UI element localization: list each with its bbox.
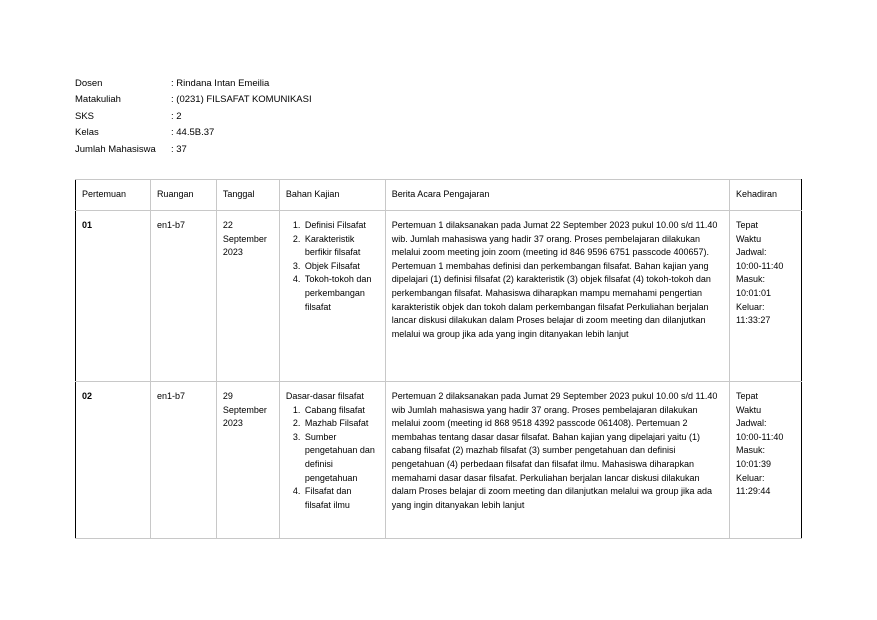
tanggal-day: 22 (222, 220, 233, 230)
cell-tanggal (216, 211, 279, 382)
tanggal-month: September (222, 233, 267, 244)
topic-list (286, 404, 379, 513)
kehadiran-line: Masuk: (736, 445, 766, 456)
topic-item: 2. Mazhab Filsafat (303, 417, 379, 431)
kehadiran-line: Tepat (736, 391, 759, 401)
info-row-kelas (75, 125, 312, 141)
cell-bahan-kajian (279, 211, 385, 382)
topic-item: 1. Cabang filsafat (303, 404, 379, 418)
tanggal-year: 2023 (222, 418, 243, 429)
header-bahan-kajian: Bahan Kajian (279, 180, 385, 211)
cell-kehadiran (730, 382, 802, 539)
info-label: Kelas (75, 127, 99, 139)
kehadiran-line: 11:29:44 (736, 486, 771, 497)
kehadiran-line: 10:00-11:40 (736, 260, 784, 271)
cell-bahan-kajian (279, 382, 385, 539)
header-berita-acara: Berita Acara Pengajaran (385, 180, 729, 211)
topic-item: 4. Tokoh-tokoh dan perkembangan filsafat (303, 273, 379, 314)
kehadiran-line: Masuk: (736, 274, 766, 285)
header-tanggal: Tanggal (216, 180, 279, 211)
topic-intro: Dasar-dasar filsafat (285, 391, 364, 401)
kehadiran-line: Waktu (736, 404, 762, 415)
kehadiran-line: 11:33:27 (736, 315, 771, 326)
cell-berita-acara: Pertemuan 2 dilaksanakan pada Jumat 29 September 2023 pukul 10.00 s/d 11.40 wib Jumlah mahasiswa yang hadir 37 orang. Proses pembelajaran dilakukan melalui zoom (meeting id 868 9518 4392 passcode 061408). Pertemuan 2 membahas tentang dasar dasar filsafat. Bahan kajian yang dipelajari yaitu (1) cabang filsafat (2) mazhab filsafat (3) sumber pengetahuan dan definisi pengetahuan (4) perbedaan filsafat dan filsafat ilmu. Mahasiswa diharapkan memahami dasar dasar filsafat. Perkuliahan berjalan lancar diskusi dilakukan dalam Proses belajar di zoom meeting dan dilanjutkan melalui wa group jika ada yang ingin ditanyakan lebih lanjut (385, 382, 729, 539)
cell-kehadiran (730, 211, 802, 382)
topic-item: 2. Karakteristik berfikir filsafat (303, 233, 379, 260)
header-ruangan: Ruangan (150, 180, 216, 211)
info-label: Jumlah Mahasiswa (75, 143, 156, 155)
kehadiran-line: Waktu (736, 233, 762, 244)
info-row-matakuliah (75, 92, 312, 108)
info-value: : 44.5B.37 (171, 127, 215, 139)
course-info (75, 76, 312, 158)
topic-item: 1. Definisi Filsafat (303, 219, 379, 233)
cell-tanggal (216, 382, 279, 539)
kehadiran-line: Tepat (736, 220, 759, 230)
info-row-dosen (75, 76, 312, 92)
tanggal-day: 29 (222, 391, 233, 401)
kehadiran-line: Keluar: (736, 472, 765, 483)
header-pertemuan: Pertemuan (76, 180, 151, 211)
kehadiran-line: Jadwal: (736, 247, 767, 258)
info-value: : 2 (171, 110, 182, 122)
topic-item: 3. Objek Filsafat (303, 260, 379, 274)
table-row (76, 382, 802, 539)
topic-item: 4. Filsafat dan filsafat ilmu (303, 485, 379, 512)
info-value: : Rindana Intan Emeilia (171, 78, 270, 89)
topic-list (286, 219, 379, 314)
kehadiran-line: Jadwal: (736, 418, 767, 429)
cell-berita-acara: Pertemuan 1 dilaksanakan pada Jumat 22 September 2023 pukul 10.00 s/d 11.40 wib. Jumlah mahasiswa yang hadir 37 orang. Proses pembelajaran dilakukan melalui zoom meeting join zoom (meeting id 846 9596 6751 passcode 400657). Pertemuan 1 membahas definisi dan perkembangan filsafat. Bahan kajian yang dipelajari (1) definisi filsafat (2) karakteristik (3) objek filsafat (4) tokoh-tokoh dan perkembangan filsafat. Mahasiswa diharapkan mampu memahami pengertian karakteristik objek dan tokoh dalam perkembangan filsafat Perkuliahan berjalan lancar diskusi dilakukan dalam Proses belajar di zoom meeting dan dilanjutkan melalui wa group jika ada yang ingin ditanyakan lebih lanjut (385, 211, 729, 382)
info-row-sks (75, 109, 312, 125)
info-row-jumlah-mahasiswa (75, 142, 312, 158)
topic-item: 3. Sumber pengetahuan dan definisi pengetahuan (303, 431, 379, 485)
info-label: Matakuliah (75, 94, 121, 106)
cell-pertemuan: 01 (76, 211, 151, 382)
info-value: : 37 (171, 143, 187, 155)
cell-ruangan: en1-b7 (150, 382, 216, 539)
info-label: SKS (75, 110, 95, 122)
kehadiran-line: 10:01:39 (736, 458, 772, 469)
tanggal-year: 2023 (222, 247, 243, 258)
table-row (76, 211, 802, 382)
kehadiran-line: 10:01:01 (736, 287, 772, 298)
kehadiran-line: 10:00-11:40 (736, 431, 784, 442)
lecture-report-table (75, 179, 802, 539)
header-kehadiran: Kehadiran (730, 180, 802, 211)
table-header-row (76, 180, 802, 211)
cell-pertemuan: 02 (76, 382, 151, 539)
info-value: : (0231) FILSAFAT KOMUNIKASI (171, 94, 312, 106)
info-label: Dosen (75, 78, 103, 89)
tanggal-month: September (222, 404, 267, 415)
cell-ruangan: en1-b7 (150, 211, 216, 382)
kehadiran-line: Keluar: (736, 301, 765, 312)
